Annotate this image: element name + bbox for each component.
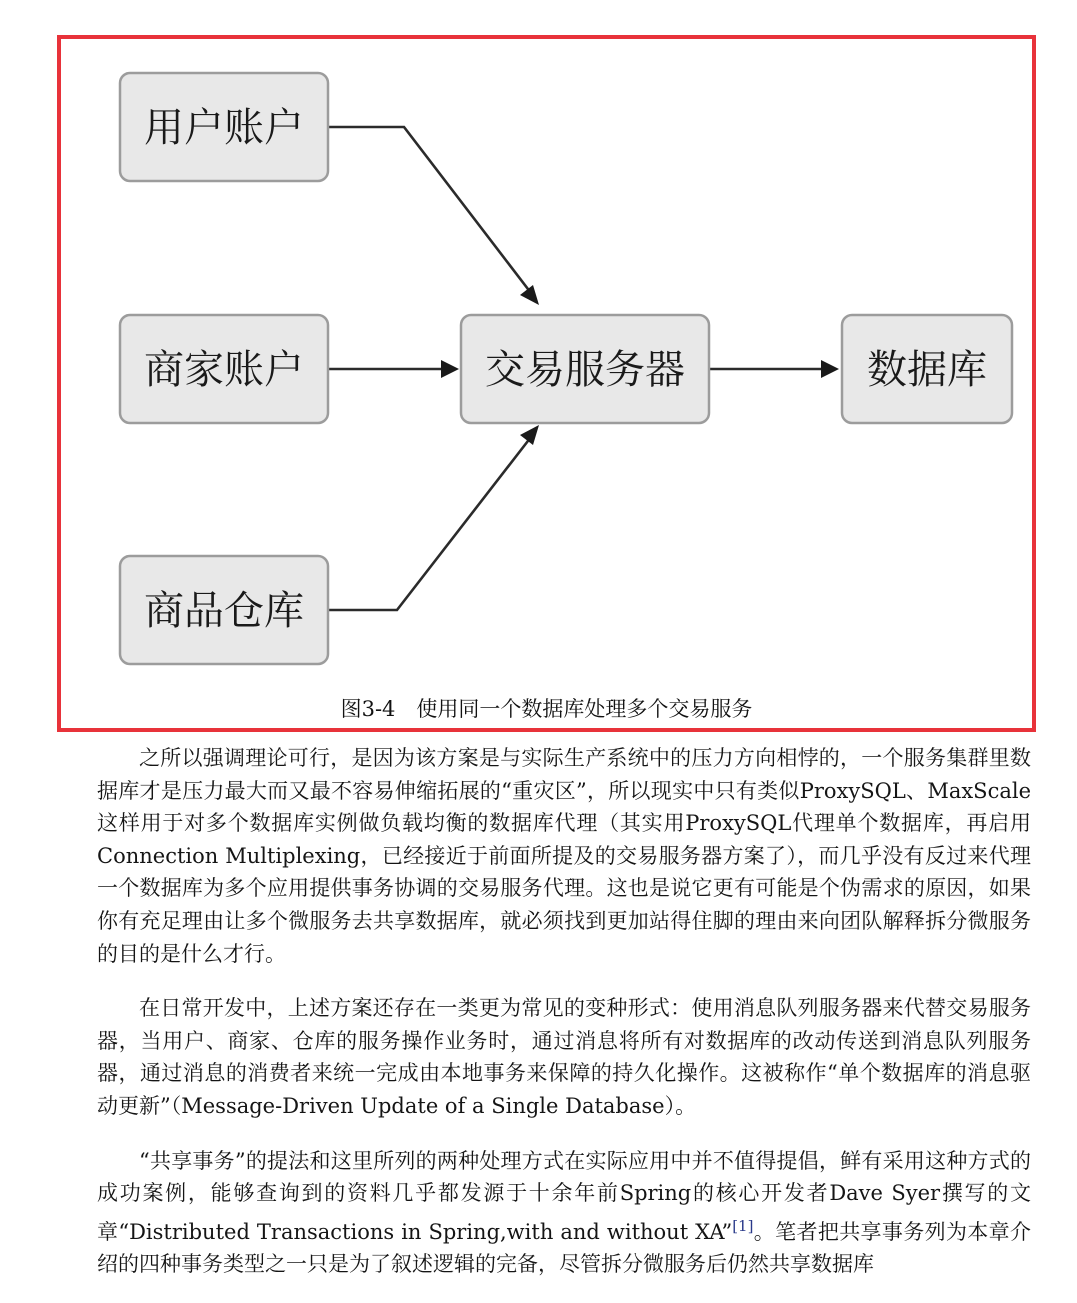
arrowhead-warehouse	[520, 425, 539, 445]
node-user-account-label: 用户账户	[144, 105, 304, 151]
node-database	[842, 315, 1012, 423]
node-trade-server	[461, 315, 709, 423]
footnote-ref-link[interactable]: [1]	[732, 1216, 754, 1235]
node-warehouse	[120, 556, 328, 664]
arrowhead-database	[821, 360, 839, 378]
arrowhead-user	[520, 285, 539, 305]
node-user-account	[120, 73, 328, 181]
paragraph-3	[97, 1145, 1031, 1281]
figure-frame	[57, 35, 1036, 732]
paragraph-1: 之所以强调理论可行，是因为该方案是与实际生产系统中的压力方向相悖的，一个服务集群里数据库才是压力最大而又最不容易伸缩拓展的“重灾区”，所以现实中只有类似ProxySQL、MaxScale这样用于对多个数据库实例做负载均衡的数据库代理（其实用ProxySQL代理单个数据库，再启用Connection Multiplexing，已经接近于前面所提及的交易服务器方案了），而几乎没有反过来代理一个数据库为多个应用提供事务协调的交易服务代理。这也是说它更有可能是个伪需求的原因，如果你有充足理由让多个微服务去共享数据库，就必须找到更加站得住脚的理由来向团队解释拆分微服务的目的是什么才行。	[97, 746, 1031, 966]
node-merchant-account-label: 商家账户	[144, 347, 304, 393]
edge-user-to-server	[329, 127, 531, 293]
node-trade-server-label: 交易服务器	[485, 347, 685, 393]
architecture-diagram	[61, 39, 1032, 728]
node-warehouse-label: 商品仓库	[144, 588, 304, 634]
paragraph-2: 在日常开发中，上述方案还存在一类更为常见的变种形式：使用消息队列服务器来代替交易服务器，当用户、商家、仓库的服务操作业务时，通过消息将所有对数据库的改动传送到消息队列服务器，通过消息的消费者来统一完成由本地事务来保障的持久化操作。这被称作“单个数据库的消息驱动更新”（Message-Driven Update of a Single Database）。	[97, 996, 1031, 1118]
paragraph-3-part-a: “共享事务”的提法和这里所列的两种处理方式在实际应用中并不值得提倡，鲜有采用这种方式的成功案例，能够查询到的资料几乎都发源于十余年前Spring的核心开发者Dave Syer撰写的文章“Distributed Transactions in Spring,with and without XA”	[97, 1148, 1031, 1244]
body-text	[97, 742, 1031, 1303]
figure-caption: 图3-4 使用同一个数据库处理多个交易服务	[340, 697, 753, 721]
paragraph-3-part-b: 。笔者把共享事务列为本章介绍的四种事务类型之一只是为了叙述逻辑的完备，尽管拆分微服务后仍然共享数据库	[97, 1219, 1031, 1277]
node-merchant-account	[120, 315, 328, 423]
node-database-label: 数据库	[867, 347, 987, 393]
edge-warehouse-to-server	[329, 437, 531, 610]
arrowhead-merchant	[441, 360, 459, 378]
